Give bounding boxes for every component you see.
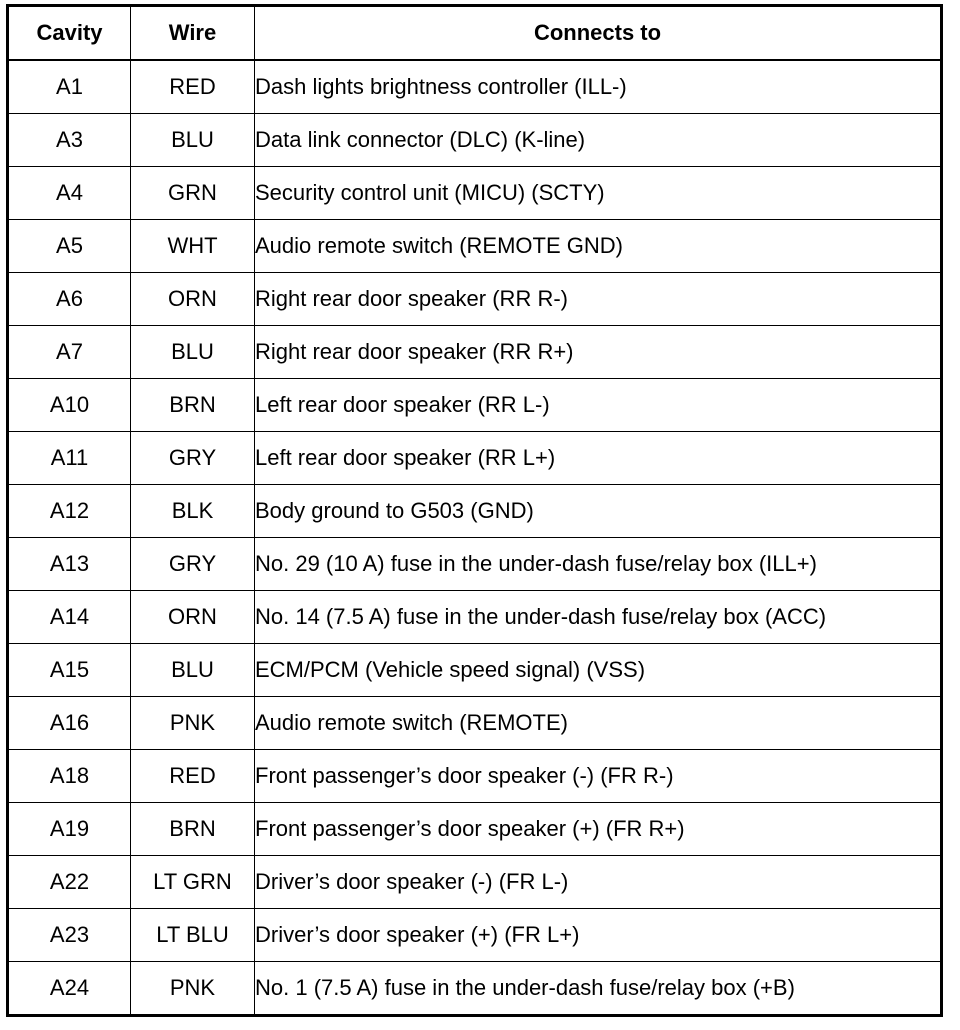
header-row: [8, 6, 942, 61]
cell-connects-to: No. 1 (7.5 A) fuse in the under-dash fuse/relay box (+B): [255, 962, 942, 1016]
table-row: [8, 379, 942, 432]
table-row: [8, 962, 942, 1016]
cell-cavity: A11: [8, 432, 131, 485]
cell-cavity: A14: [8, 591, 131, 644]
cell-wire: ORN: [131, 591, 255, 644]
cell-connects-to: No. 29 (10 A) fuse in the under-dash fuse/relay box (ILL+): [255, 538, 942, 591]
cell-connects-to: No. 14 (7.5 A) fuse in the under-dash fuse/relay box (ACC): [255, 591, 942, 644]
cell-connects-to: Left rear door speaker (RR L-): [255, 379, 942, 432]
cell-connects-to: Driver’s door speaker (+) (FR L+): [255, 909, 942, 962]
cell-wire: BLK: [131, 485, 255, 538]
cell-cavity: A13: [8, 538, 131, 591]
cell-connects-to: Body ground to G503 (GND): [255, 485, 942, 538]
cell-wire: LT BLU: [131, 909, 255, 962]
cell-cavity: A15: [8, 644, 131, 697]
cell-cavity: A10: [8, 379, 131, 432]
header-wire: Wire: [131, 6, 255, 61]
cell-cavity: A5: [8, 220, 131, 273]
cell-cavity: A4: [8, 167, 131, 220]
cell-wire: BRN: [131, 803, 255, 856]
cell-wire: RED: [131, 60, 255, 114]
cell-wire: ORN: [131, 273, 255, 326]
table-row: [8, 60, 942, 114]
cell-cavity: A6: [8, 273, 131, 326]
header-connects-to: Connects to: [255, 6, 942, 61]
cell-cavity: A3: [8, 114, 131, 167]
cell-cavity: A22: [8, 856, 131, 909]
table-row: [8, 273, 942, 326]
table-row: [8, 750, 942, 803]
cell-wire: LT GRN: [131, 856, 255, 909]
cell-connects-to: Audio remote switch (REMOTE): [255, 697, 942, 750]
table-header: [8, 6, 942, 61]
connector-pinout-table: [6, 4, 943, 1017]
cell-connects-to: Right rear door speaker (RR R-): [255, 273, 942, 326]
table-row: [8, 803, 942, 856]
cell-wire: BLU: [131, 644, 255, 697]
cell-connects-to: Security control unit (MICU) (SCTY): [255, 167, 942, 220]
cell-wire: GRN: [131, 167, 255, 220]
cell-wire: GRY: [131, 538, 255, 591]
cell-connects-to: Right rear door speaker (RR R+): [255, 326, 942, 379]
cell-connects-to: Left rear door speaker (RR L+): [255, 432, 942, 485]
table-row: [8, 538, 942, 591]
cell-wire: BLU: [131, 326, 255, 379]
cell-cavity: A18: [8, 750, 131, 803]
cell-connects-to: Driver’s door speaker (-) (FR L-): [255, 856, 942, 909]
cell-cavity: A23: [8, 909, 131, 962]
table-row: [8, 591, 942, 644]
cell-cavity: A16: [8, 697, 131, 750]
cell-connects-to: ECM/PCM (Vehicle speed signal) (VSS): [255, 644, 942, 697]
table-row: [8, 909, 942, 962]
table-row: [8, 856, 942, 909]
cell-connects-to: Dash lights brightness controller (ILL-): [255, 60, 942, 114]
cell-wire: BLU: [131, 114, 255, 167]
cell-connects-to: Data link connector (DLC) (K-line): [255, 114, 942, 167]
table-row: [8, 697, 942, 750]
table-body: [8, 60, 942, 1016]
cell-wire: RED: [131, 750, 255, 803]
cell-wire: GRY: [131, 432, 255, 485]
cell-wire: PNK: [131, 962, 255, 1016]
cell-cavity: A1: [8, 60, 131, 114]
cell-wire: WHT: [131, 220, 255, 273]
cell-cavity: A7: [8, 326, 131, 379]
table-row: [8, 485, 942, 538]
cell-connects-to: Front passenger’s door speaker (+) (FR R+): [255, 803, 942, 856]
table-row: [8, 220, 942, 273]
table-row: [8, 167, 942, 220]
cell-cavity: A19: [8, 803, 131, 856]
cell-wire: PNK: [131, 697, 255, 750]
cell-wire: BRN: [131, 379, 255, 432]
header-cavity: Cavity: [8, 6, 131, 61]
cell-cavity: A24: [8, 962, 131, 1016]
cell-connects-to: Front passenger’s door speaker (-) (FR R-): [255, 750, 942, 803]
table-row: [8, 432, 942, 485]
cell-cavity: A12: [8, 485, 131, 538]
table-row: [8, 644, 942, 697]
table-row: [8, 326, 942, 379]
table-row: [8, 114, 942, 167]
cell-connects-to: Audio remote switch (REMOTE GND): [255, 220, 942, 273]
